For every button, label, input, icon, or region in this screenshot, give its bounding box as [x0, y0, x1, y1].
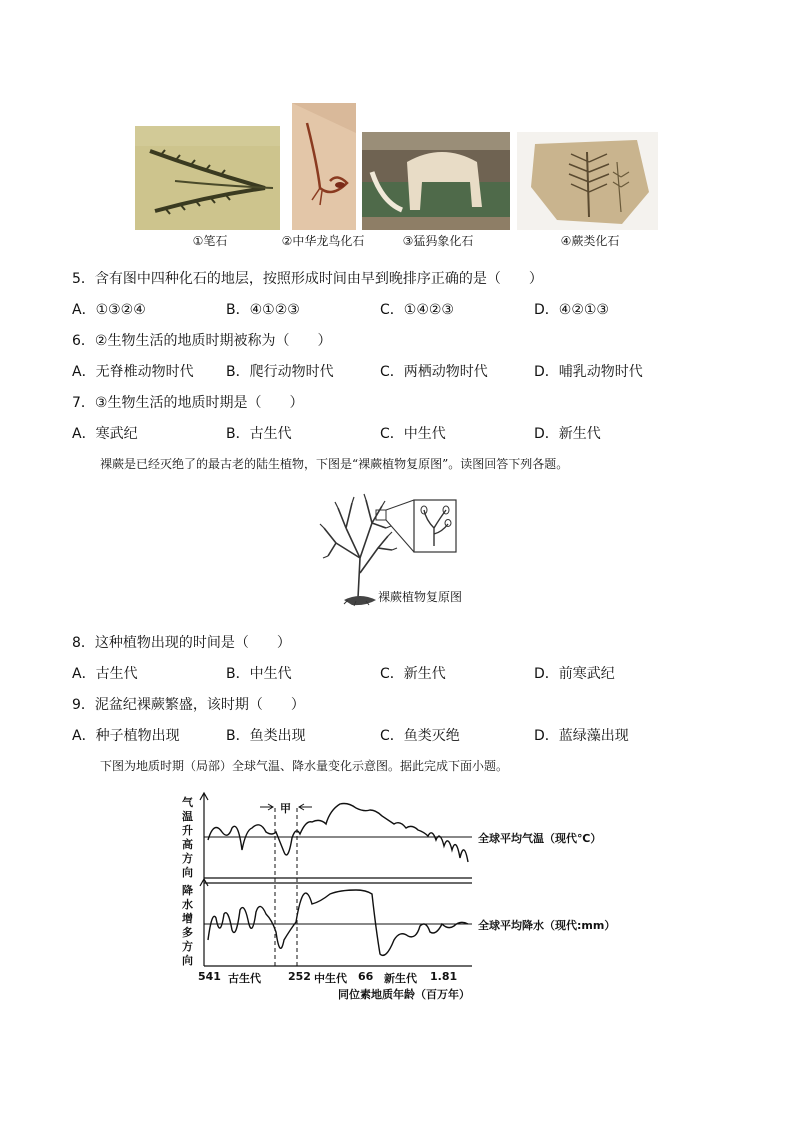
x-tick-1-81: 1.81: [430, 970, 458, 983]
caption-fern: ④蕨类化石: [560, 234, 620, 248]
fern-fossil-drawing: [517, 132, 658, 230]
question-7-option-d: D．新生代: [534, 426, 601, 442]
temp-reference-label: 全球平均气温（现代℃）: [478, 832, 602, 845]
question-9-stem: 9．泥盆纪裸蕨繁盛，该时期（ ）: [72, 697, 305, 713]
x-tick-252: 252: [288, 970, 311, 983]
question-9-option-d: D．蓝绿藻出现: [534, 728, 629, 744]
graptolite-photo: [135, 126, 280, 230]
x-tick-cenozoic: 新生代: [384, 972, 417, 985]
question-8-option-c: C．新生代: [380, 666, 446, 682]
question-7-option-b: B．古生代: [226, 426, 292, 442]
question-6-option-b: B．爬行动物时代: [226, 364, 334, 380]
question-5-option-a: A．①③②④: [72, 302, 146, 318]
fern-figure-caption: 裸蕨植物复原图: [378, 590, 463, 604]
climate-chart: [180, 790, 620, 1005]
question-8-stem: 8．这种植物出现的时间是（ ）: [72, 635, 291, 651]
question-6-option-c: C．两栖动物时代: [380, 364, 488, 380]
precipitation-curve: [208, 890, 468, 955]
question-8-option-b: B．中生代: [226, 666, 292, 682]
x-tick-paleozoic: 古生代: [228, 972, 261, 985]
question-7-option-a: A．寒武纪: [72, 426, 138, 442]
x-tick-541: 541: [198, 970, 221, 983]
precip-reference-label: 全球平均降水（现代:mm）: [478, 919, 616, 932]
question-5-option-b: B．④①②③: [226, 302, 300, 318]
caption-graptolite: ①笔石: [192, 234, 228, 248]
fern-figure: [316, 488, 476, 610]
fern-fossil-photo: [517, 132, 658, 230]
x-axis-title: 同位素地质年龄（百万年）: [338, 988, 470, 1001]
question-7-stem: 7．③生物生活的地质时期是（ ）: [72, 395, 304, 411]
question-9-option-a: A．种子植物出现: [72, 728, 180, 744]
climate-intro-text: 下图为地质时期（局部）全球气温、降水量变化示意图。据此完成下面小题。: [100, 759, 509, 773]
graptolite-drawing: [135, 126, 280, 230]
sinosauropteryx-photo: [292, 103, 356, 230]
caption-mammoth: ③猛犸象化石: [402, 234, 474, 248]
period-marker-jia: 甲: [280, 802, 291, 815]
question-8-option-d: D．前寒武纪: [534, 666, 615, 682]
temperature-curve: [208, 804, 468, 863]
question-7-option-c: C．中生代: [380, 426, 446, 442]
period-arrow-left: [260, 804, 273, 810]
question-5-option-d: D．④②①③: [534, 302, 609, 318]
y-label-precipitation: 降水增多方向: [182, 884, 193, 967]
question-9-option-b: B．鱼类出现: [226, 728, 306, 744]
question-8-option-a: A．古生代: [72, 666, 138, 682]
question-6-option-a: A．无脊椎动物时代: [72, 364, 194, 380]
x-tick-mesozoic: 中生代: [314, 972, 347, 985]
question-9-option-c: C．鱼类灭绝: [380, 728, 460, 744]
sinosauropteryx-drawing: [292, 103, 356, 230]
fern-intro-text: 裸蕨是已经灭绝了的最古老的陆生植物，下图是“裸蕨植物复原图”。读图回答下列各题。: [100, 457, 569, 471]
question-5-stem: 5．含有图中四种化石的地层，按照形成时间由早到晚排序正确的是（ ）: [72, 271, 543, 287]
mammoth-photo: [362, 132, 510, 230]
period-arrow-right: [299, 804, 312, 810]
x-tick-66: 66: [358, 970, 374, 983]
mammoth-drawing: [362, 132, 510, 230]
y-label-temperature: 气温升高方向: [182, 796, 193, 879]
question-5-option-c: C．①④②③: [380, 302, 454, 318]
question-6-stem: 6．②生物生活的地质时期被称为（ ）: [72, 333, 332, 349]
caption-sinosauropteryx: ②中华龙鸟化石: [281, 234, 365, 248]
question-6-option-d: D．哺乳动物时代: [534, 364, 643, 380]
